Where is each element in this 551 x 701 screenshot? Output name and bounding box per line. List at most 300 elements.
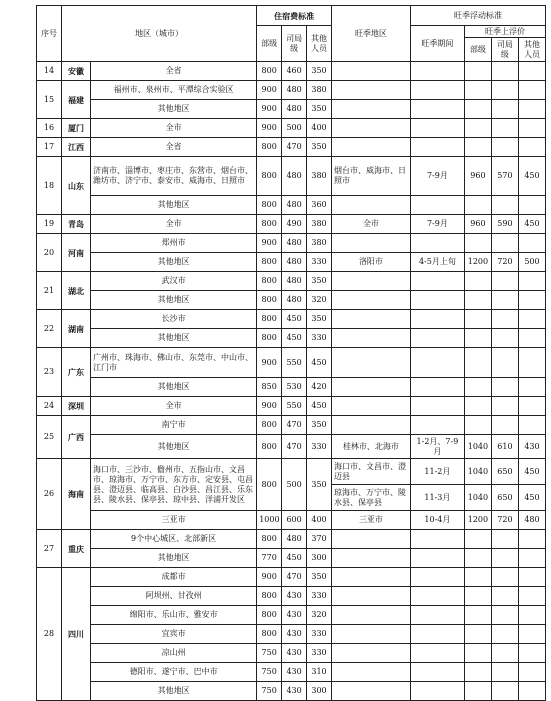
others-cell: 350 — [307, 138, 332, 157]
peak-bureau-cell: 570 — [491, 157, 518, 196]
others-cell: 380 — [307, 81, 332, 100]
header-peak-ministerial: 部级 — [464, 38, 491, 62]
peak-period-cell — [410, 81, 464, 100]
others-cell: 330 — [307, 253, 332, 272]
table-row — [37, 606, 546, 625]
ministerial-cell: 800 — [257, 416, 282, 435]
bureau-cell: 480 — [282, 234, 307, 253]
peak-region-cell — [331, 549, 410, 568]
peak-others-cell: 430 — [518, 435, 545, 459]
bureau-cell: 430 — [282, 606, 307, 625]
peak-others-cell — [518, 378, 545, 397]
peak-region-cell: 琼海市、万宁市、陵水县、保亭县 — [331, 485, 410, 511]
ministerial-cell: 900 — [257, 234, 282, 253]
peak-region-cell — [331, 587, 410, 606]
seq-cell: 23 — [37, 348, 62, 397]
peak-region-cell — [331, 397, 410, 416]
peak-period-cell — [410, 530, 464, 549]
ministerial-cell: 800 — [257, 196, 282, 215]
seq-cell: 15 — [37, 81, 62, 119]
peak-ministerial-cell — [464, 272, 491, 291]
seq-cell: 28 — [37, 568, 62, 701]
peak-ministerial-cell — [464, 644, 491, 663]
peak-ministerial-cell: 1040 — [464, 459, 491, 485]
peak-ministerial-cell: 1040 — [464, 485, 491, 511]
seq-cell: 19 — [37, 215, 62, 234]
peak-others-cell — [518, 568, 545, 587]
others-cell: 350 — [307, 416, 332, 435]
peak-bureau-cell: 720 — [491, 253, 518, 272]
others-cell: 330 — [307, 644, 332, 663]
province-cell: 青岛 — [61, 215, 90, 234]
ministerial-cell: 900 — [257, 397, 282, 416]
others-cell: 300 — [307, 682, 332, 701]
peak-period-cell — [410, 606, 464, 625]
ministerial-cell: 800 — [257, 62, 282, 81]
bureau-cell: 430 — [282, 625, 307, 644]
peak-others-cell: 500 — [518, 253, 545, 272]
peak-period-cell — [410, 348, 464, 378]
ministerial-cell: 800 — [257, 310, 282, 329]
peak-region-cell — [331, 378, 410, 397]
province-cell: 广东 — [61, 348, 90, 397]
peak-ministerial-cell: 960 — [464, 215, 491, 234]
header-peak-upper: 旺季上浮价 — [464, 26, 545, 38]
peak-bureau-cell — [491, 234, 518, 253]
peak-region-cell — [331, 644, 410, 663]
peak-ministerial-cell — [464, 81, 491, 100]
peak-ministerial-cell — [464, 625, 491, 644]
peak-bureau-cell — [491, 100, 518, 119]
peak-ministerial-cell: 1200 — [464, 511, 491, 530]
bureau-cell: 550 — [282, 397, 307, 416]
bureau-cell: 500 — [282, 119, 307, 138]
peak-others-cell — [518, 272, 545, 291]
seq-cell: 22 — [37, 310, 62, 348]
bureau-cell: 480 — [282, 157, 307, 196]
seq-cell: 18 — [37, 157, 62, 215]
peak-others-cell — [518, 196, 545, 215]
bureau-cell: 530 — [282, 378, 307, 397]
city-cell: 全省 — [91, 62, 257, 81]
bureau-cell: 480 — [282, 291, 307, 310]
peak-bureau-cell — [491, 310, 518, 329]
peak-bureau-cell — [491, 663, 518, 682]
peak-period-cell — [410, 549, 464, 568]
table-row — [37, 625, 546, 644]
table-row — [37, 62, 546, 81]
table-row — [37, 310, 546, 329]
others-cell: 330 — [307, 587, 332, 606]
others-cell: 450 — [307, 397, 332, 416]
peak-period-cell — [410, 100, 464, 119]
ministerial-cell: 900 — [257, 100, 282, 119]
province-cell: 广西 — [61, 416, 90, 459]
peak-others-cell — [518, 234, 545, 253]
peak-bureau-cell: 720 — [491, 511, 518, 530]
peak-region-cell — [331, 81, 410, 100]
table-row — [37, 644, 546, 663]
others-cell: 310 — [307, 663, 332, 682]
peak-bureau-cell — [491, 196, 518, 215]
table-row — [37, 568, 546, 587]
peak-others-cell: 450 — [518, 157, 545, 196]
peak-period-cell — [410, 272, 464, 291]
province-cell: 海南 — [61, 459, 90, 530]
city-cell: 全省 — [91, 138, 257, 157]
bureau-cell: 480 — [282, 100, 307, 119]
city-cell: 济南市、淄博市、枣庄市、东营市、烟台市、潍坊市、济宁市、泰安市、威海市、日照市 — [91, 157, 257, 196]
table-row — [37, 291, 546, 310]
ministerial-cell: 800 — [257, 272, 282, 291]
bureau-cell: 480 — [282, 530, 307, 549]
table-row — [37, 416, 546, 435]
peak-region-cell — [331, 348, 410, 378]
seq-cell: 26 — [37, 459, 62, 530]
header-peak-region: 旺季地区 — [331, 6, 410, 62]
peak-others-cell — [518, 397, 545, 416]
peak-bureau-cell — [491, 549, 518, 568]
peak-bureau-cell — [491, 416, 518, 435]
peak-ministerial-cell — [464, 62, 491, 81]
peak-period-cell — [410, 663, 464, 682]
table-row — [37, 348, 546, 378]
peak-others-cell: 480 — [518, 511, 545, 530]
ministerial-cell: 800 — [257, 530, 282, 549]
table-row — [37, 663, 546, 682]
peak-period-cell — [410, 138, 464, 157]
city-cell: 三亚市 — [91, 511, 257, 530]
table-row — [37, 549, 546, 568]
others-cell: 370 — [307, 530, 332, 549]
bureau-cell: 480 — [282, 272, 307, 291]
table-row — [37, 138, 546, 157]
seq-cell: 27 — [37, 530, 62, 568]
peak-period-cell — [410, 682, 464, 701]
peak-bureau-cell — [491, 397, 518, 416]
bureau-cell: 480 — [282, 81, 307, 100]
bureau-cell: 450 — [282, 329, 307, 348]
city-cell: 全市 — [91, 397, 257, 416]
peak-ministerial-cell — [464, 416, 491, 435]
peak-bureau-cell — [491, 138, 518, 157]
peak-region-cell — [331, 568, 410, 587]
peak-others-cell — [518, 119, 545, 138]
city-cell: 凉山州 — [91, 644, 257, 663]
seq-cell: 21 — [37, 272, 62, 310]
peak-bureau-cell — [491, 62, 518, 81]
table-row — [37, 81, 546, 100]
ministerial-cell: 850 — [257, 378, 282, 397]
peak-ministerial-cell — [464, 119, 491, 138]
peak-others-cell — [518, 138, 545, 157]
peak-ministerial-cell: 1040 — [464, 435, 491, 459]
peak-region-cell — [331, 272, 410, 291]
city-cell: 南宁市 — [91, 416, 257, 435]
ministerial-cell: 800 — [257, 606, 282, 625]
city-cell: 其他地区 — [91, 196, 257, 215]
peak-others-cell — [518, 682, 545, 701]
bureau-cell: 500 — [282, 459, 307, 511]
peak-bureau-cell: 650 — [491, 459, 518, 485]
peak-period-cell: 10-4月 — [410, 511, 464, 530]
city-cell: 武汉市 — [91, 272, 257, 291]
peak-period-cell: 1-2月、7-9月 — [410, 435, 464, 459]
city-cell: 其他地区 — [91, 100, 257, 119]
peak-bureau-cell: 590 — [491, 215, 518, 234]
table-row — [37, 397, 546, 416]
peak-ministerial-cell: 1200 — [464, 253, 491, 272]
city-cell: 其他地区 — [91, 253, 257, 272]
province-cell: 福建 — [61, 81, 90, 119]
city-cell: 德阳市、遂宁市、巴中市 — [91, 663, 257, 682]
ministerial-cell: 900 — [257, 568, 282, 587]
city-cell: 海口市、三沙市、儋州市、五指山市、文昌市、琼海市、万宁市、东方市、定安县、屯昌县、澄迈县、临高县、白沙县、昌江县、乐东县、陵水县、保亭县、琼中县、洋浦开发区 — [91, 459, 257, 511]
bureau-cell: 450 — [282, 549, 307, 568]
peak-region-cell — [331, 291, 410, 310]
peak-period-cell: 11-2月 — [410, 459, 464, 485]
peak-bureau-cell — [491, 81, 518, 100]
header-peak-bureau: 司局级 — [491, 38, 518, 62]
table-row — [37, 511, 546, 530]
seq-cell: 20 — [37, 234, 62, 272]
peak-region-cell: 全市 — [331, 215, 410, 234]
peak-region-cell — [331, 663, 410, 682]
peak-others-cell: 450 — [518, 485, 545, 511]
bureau-cell: 430 — [282, 587, 307, 606]
header-others: 其他人员 — [307, 26, 332, 62]
city-cell: 其他地区 — [91, 329, 257, 348]
ministerial-cell: 800 — [257, 138, 282, 157]
peak-period-cell — [410, 625, 464, 644]
peak-bureau-cell — [491, 272, 518, 291]
peak-period-cell: 4-5月上旬 — [410, 253, 464, 272]
peak-period-cell: 7-9月 — [410, 157, 464, 196]
header-region: 地区（城市） — [61, 6, 256, 62]
ministerial-cell: 800 — [257, 215, 282, 234]
bureau-cell: 550 — [282, 348, 307, 378]
others-cell: 320 — [307, 291, 332, 310]
peak-ministerial-cell — [464, 530, 491, 549]
peak-period-cell — [410, 587, 464, 606]
peak-period-cell — [410, 416, 464, 435]
peak-region-cell — [331, 625, 410, 644]
province-cell: 河南 — [61, 234, 90, 272]
peak-others-cell — [518, 587, 545, 606]
peak-region-cell — [331, 416, 410, 435]
ministerial-cell: 770 — [257, 549, 282, 568]
table-row — [37, 682, 546, 701]
table-row — [37, 215, 546, 234]
peak-others-cell: 450 — [518, 459, 545, 485]
city-cell: 成都市 — [91, 568, 257, 587]
peak-period-cell — [410, 291, 464, 310]
peak-others-cell — [518, 625, 545, 644]
table-row — [37, 587, 546, 606]
table-row — [37, 435, 546, 459]
city-cell: 其他地区 — [91, 291, 257, 310]
bureau-cell: 430 — [282, 682, 307, 701]
city-cell: 全市 — [91, 215, 257, 234]
peak-ministerial-cell — [464, 329, 491, 348]
bureau-cell: 460 — [282, 62, 307, 81]
peak-period-cell — [410, 234, 464, 253]
city-cell: 宜宾市 — [91, 625, 257, 644]
peak-period-cell — [410, 196, 464, 215]
peak-ministerial-cell — [464, 348, 491, 378]
peak-ministerial-cell — [464, 606, 491, 625]
province-cell: 山东 — [61, 157, 90, 215]
bureau-cell: 430 — [282, 644, 307, 663]
peak-ministerial-cell — [464, 378, 491, 397]
city-cell: 其他地区 — [91, 435, 257, 459]
peak-bureau-cell — [491, 329, 518, 348]
peak-others-cell — [518, 100, 545, 119]
header-peak-float: 旺季浮动标准 — [410, 6, 545, 26]
seq-cell: 25 — [37, 416, 62, 459]
ministerial-cell: 800 — [257, 625, 282, 644]
document — [36, 5, 546, 701]
others-cell: 350 — [307, 272, 332, 291]
table-row — [37, 530, 546, 549]
peak-bureau-cell — [491, 119, 518, 138]
peak-period-cell — [410, 644, 464, 663]
peak-period-cell — [410, 329, 464, 348]
header-lodging: 住宿费标准 — [257, 6, 332, 26]
others-cell: 450 — [307, 348, 332, 378]
peak-period-cell — [410, 397, 464, 416]
others-cell: 350 — [307, 310, 332, 329]
peak-bureau-cell — [491, 348, 518, 378]
header-bureau: 司局级 — [282, 26, 307, 62]
peak-others-cell — [518, 606, 545, 625]
city-cell: 绵阳市、乐山市、雅安市 — [91, 606, 257, 625]
peak-ministerial-cell — [464, 549, 491, 568]
peak-region-cell — [331, 62, 410, 81]
province-cell: 厦门 — [61, 119, 90, 138]
others-cell: 400 — [307, 119, 332, 138]
bureau-cell: 430 — [282, 663, 307, 682]
peak-others-cell — [518, 530, 545, 549]
peak-bureau-cell — [491, 644, 518, 663]
peak-period-cell: 7-9月 — [410, 215, 464, 234]
others-cell: 400 — [307, 511, 332, 530]
peak-region-cell: 海口市、文昌市、澄迈县 — [331, 459, 410, 485]
others-cell: 350 — [307, 62, 332, 81]
table-row — [37, 272, 546, 291]
city-cell: 9个中心城区、北部新区 — [91, 530, 257, 549]
city-cell: 广州市、珠海市、佛山市、东莞市、中山市、江门市 — [91, 348, 257, 378]
peak-bureau-cell — [491, 378, 518, 397]
peak-bureau-cell — [491, 568, 518, 587]
ministerial-cell: 1000 — [257, 511, 282, 530]
ministerial-cell: 800 — [257, 435, 282, 459]
city-cell: 全市 — [91, 119, 257, 138]
city-cell: 阿坝州、甘孜州 — [91, 587, 257, 606]
peak-others-cell — [518, 81, 545, 100]
peak-period-cell — [410, 378, 464, 397]
bureau-cell: 450 — [282, 310, 307, 329]
header-seq: 序号 — [37, 6, 62, 62]
peak-ministerial-cell — [464, 682, 491, 701]
peak-region-cell — [331, 100, 410, 119]
peak-ministerial-cell — [464, 234, 491, 253]
ministerial-cell: 800 — [257, 329, 282, 348]
others-cell: 330 — [307, 625, 332, 644]
peak-region-cell: 烟台市、威海市、日照市 — [331, 157, 410, 196]
peak-others-cell — [518, 291, 545, 310]
city-cell: 其他地区 — [91, 549, 257, 568]
peak-bureau-cell: 650 — [491, 485, 518, 511]
province-cell: 四川 — [61, 568, 90, 701]
seq-cell: 24 — [37, 397, 62, 416]
peak-ministerial-cell — [464, 138, 491, 157]
bureau-cell: 490 — [282, 215, 307, 234]
header-peak-period: 旺季期间 — [410, 26, 464, 62]
city-cell: 郑州市 — [91, 234, 257, 253]
peak-ministerial-cell — [464, 663, 491, 682]
ministerial-cell: 800 — [257, 587, 282, 606]
header-peak-others: 其他人员 — [518, 38, 545, 62]
bureau-cell: 470 — [282, 568, 307, 587]
seq-cell: 16 — [37, 119, 62, 138]
table-row — [37, 459, 546, 485]
seq-cell: 17 — [37, 138, 62, 157]
city-cell: 长沙市 — [91, 310, 257, 329]
province-cell: 江西 — [61, 138, 90, 157]
others-cell: 420 — [307, 378, 332, 397]
peak-region-cell — [331, 606, 410, 625]
ministerial-cell: 800 — [257, 253, 282, 272]
peak-period-cell — [410, 568, 464, 587]
peak-bureau-cell: 610 — [491, 435, 518, 459]
table-row — [37, 253, 546, 272]
peak-region-cell — [331, 682, 410, 701]
peak-others-cell — [518, 663, 545, 682]
peak-others-cell — [518, 348, 545, 378]
city-cell: 其他地区 — [91, 682, 257, 701]
bureau-cell: 470 — [282, 435, 307, 459]
others-cell: 380 — [307, 234, 332, 253]
seq-cell: 14 — [37, 62, 62, 81]
province-cell: 湖南 — [61, 310, 90, 348]
peak-ministerial-cell — [464, 397, 491, 416]
peak-bureau-cell — [491, 530, 518, 549]
peak-others-cell — [518, 329, 545, 348]
others-cell: 300 — [307, 549, 332, 568]
peak-ministerial-cell — [464, 196, 491, 215]
peak-ministerial-cell: 960 — [464, 157, 491, 196]
peak-bureau-cell — [491, 291, 518, 310]
peak-ministerial-cell — [464, 310, 491, 329]
table-row — [37, 196, 546, 215]
peak-region-cell: 洛阳市 — [331, 253, 410, 272]
peak-region-cell — [331, 530, 410, 549]
others-cell: 330 — [307, 329, 332, 348]
ministerial-cell: 800 — [257, 157, 282, 196]
peak-period-cell: 11-3月 — [410, 485, 464, 511]
peak-bureau-cell — [491, 682, 518, 701]
peak-bureau-cell — [491, 587, 518, 606]
peak-ministerial-cell — [464, 587, 491, 606]
ministerial-cell: 750 — [257, 663, 282, 682]
province-cell: 安徽 — [61, 62, 90, 81]
others-cell: 350 — [307, 459, 332, 511]
ministerial-cell: 900 — [257, 348, 282, 378]
peak-others-cell — [518, 644, 545, 663]
peak-bureau-cell — [491, 606, 518, 625]
bureau-cell: 470 — [282, 416, 307, 435]
